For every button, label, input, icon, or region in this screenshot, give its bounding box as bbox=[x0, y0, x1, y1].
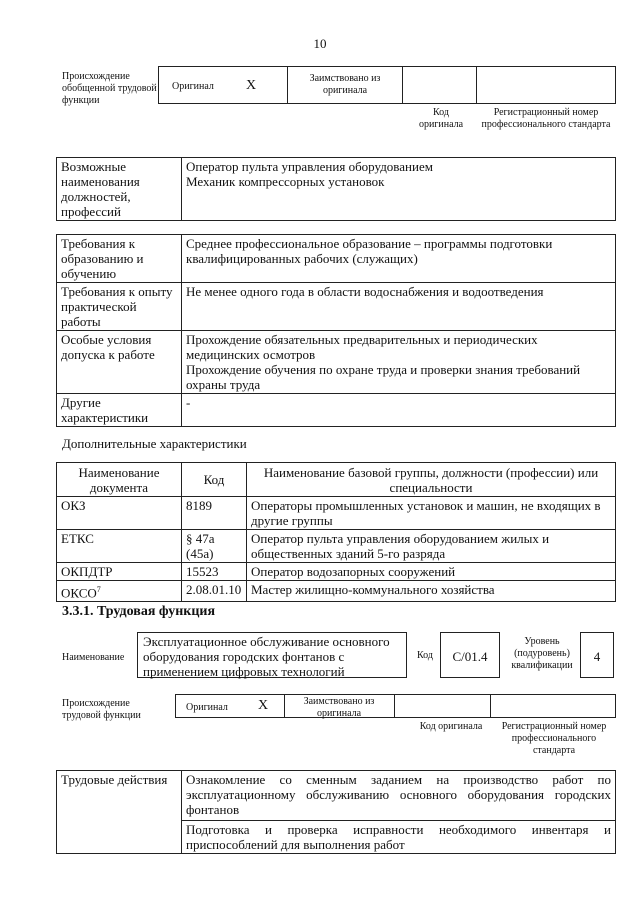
positions-value: Оператор пульта управления оборудованием Механик компрессорных установок bbox=[182, 158, 616, 221]
original-mark-2: X bbox=[258, 698, 269, 713]
reg-number-caption-2: Регистрационный номер профессионального стандарта bbox=[501, 721, 607, 756]
footnote-mark: 7 bbox=[96, 585, 101, 594]
labor-actions-label: Трудовые действия bbox=[57, 771, 182, 854]
table-row bbox=[57, 563, 616, 581]
name-cell: Оператор пульта управления оборудованием жилых и общественных зданий 5-го разряда bbox=[247, 530, 616, 563]
additional-table bbox=[56, 462, 616, 602]
level-label: Уровень (подуровень) квалификации bbox=[511, 636, 573, 671]
labor-actions-table bbox=[56, 770, 616, 854]
original-label: Оригинал bbox=[172, 81, 214, 92]
positions-table bbox=[56, 157, 616, 221]
origin-label-2: Происхождение трудовой функции bbox=[62, 698, 141, 721]
function-level-box: 4 bbox=[580, 632, 614, 678]
requirement-row bbox=[57, 235, 616, 283]
code-cell: 8189 bbox=[182, 497, 247, 530]
header-name: Наименование базовой группы, должности (профессии) или специальности bbox=[247, 463, 616, 497]
table-row bbox=[57, 581, 616, 602]
borrowed-label: Заимствовано из оригинала bbox=[309, 73, 381, 96]
additional-title: Дополнительные характеристики bbox=[62, 436, 247, 451]
labor-action-item: Подготовка и проверка исправности необходимого инвентаря и приспособлений для выполнения работ bbox=[182, 821, 616, 854]
requirements-table bbox=[56, 234, 616, 427]
header-document: Наименование документа bbox=[57, 463, 182, 497]
original-mark: X bbox=[246, 78, 257, 93]
requirement-value: Не менее одного года в области водоснабжения и водоотведения bbox=[182, 283, 616, 331]
requirement-row bbox=[57, 394, 616, 427]
code-cell: 2.08.01.10 bbox=[182, 581, 247, 602]
code-original-caption: Код оригинала bbox=[418, 107, 464, 130]
labor-action-item: Ознакомление со сменным заданием на производство работ по эксплуатационному обслуживанию основного оборудования городских фонтанов bbox=[182, 771, 616, 821]
requirement-row bbox=[57, 331, 616, 394]
requirement-value: - bbox=[182, 394, 616, 427]
doc-cell: ОКПДТР bbox=[57, 563, 182, 581]
origin-label: Происхождение обобщенной трудовой функции bbox=[62, 71, 157, 106]
name-cell: Мастер жилищно-коммунального хозяйства bbox=[247, 581, 616, 602]
requirement-value: Среднее профессиональное образование – программы подготовки квалифицированных рабочих (служащих) bbox=[182, 235, 616, 283]
requirement-label: Другие характеристики bbox=[57, 394, 182, 427]
doc-cell: ЕТКС bbox=[57, 530, 182, 563]
origin-table-2 bbox=[175, 694, 616, 718]
code-cell: 15523 bbox=[182, 563, 247, 581]
table-row bbox=[57, 497, 616, 530]
requirement-label: Особые условия допуска к работе bbox=[57, 331, 182, 394]
original-label-2: Оригинал bbox=[186, 702, 228, 713]
borrowed-label-2: Заимствовано из оригинала bbox=[303, 696, 375, 719]
code-cell: § 47а (45а) bbox=[182, 530, 247, 563]
positions-label: Возможные наименования должностей, профессий bbox=[57, 158, 182, 221]
requirement-value: Прохождение обязательных предварительных и периодических медицинских осмотров Прохождение обучения по охране труда и проверки знания требований охраны труда bbox=[182, 331, 616, 394]
code-label: Код bbox=[417, 650, 433, 661]
reg-number-caption: Регистрационный номер профессионального стандарта bbox=[481, 107, 611, 130]
section-title: 3.3.1. Трудовая функция bbox=[62, 604, 216, 619]
labor-action-row bbox=[57, 771, 616, 821]
header-code: Код bbox=[182, 463, 247, 497]
table-header bbox=[57, 463, 616, 497]
function-code-box: C/01.4 bbox=[440, 632, 500, 678]
name-cell: Операторы промышленных установок и машин, не входящих в другие группы bbox=[247, 497, 616, 530]
page-number: 10 bbox=[313, 36, 327, 51]
name-label: Наименование bbox=[62, 652, 125, 663]
requirement-label: Требования к образованию и обучению bbox=[57, 235, 182, 283]
code-original-caption-2: Код оригинала bbox=[419, 721, 483, 732]
doc-cell: ОКСО$^7$ bbox=[57, 581, 182, 602]
table-row bbox=[57, 530, 616, 563]
doc-cell: ОКЗ bbox=[57, 497, 182, 530]
name-cell: Оператор водозапорных сооружений bbox=[247, 563, 616, 581]
requirement-label: Требования к опыту практической работы bbox=[57, 283, 182, 331]
requirement-row bbox=[57, 283, 616, 331]
function-name-box: Эксплуатационное обслуживание основного оборудования городских фонтанов с применением цифровых технологий bbox=[137, 632, 407, 678]
